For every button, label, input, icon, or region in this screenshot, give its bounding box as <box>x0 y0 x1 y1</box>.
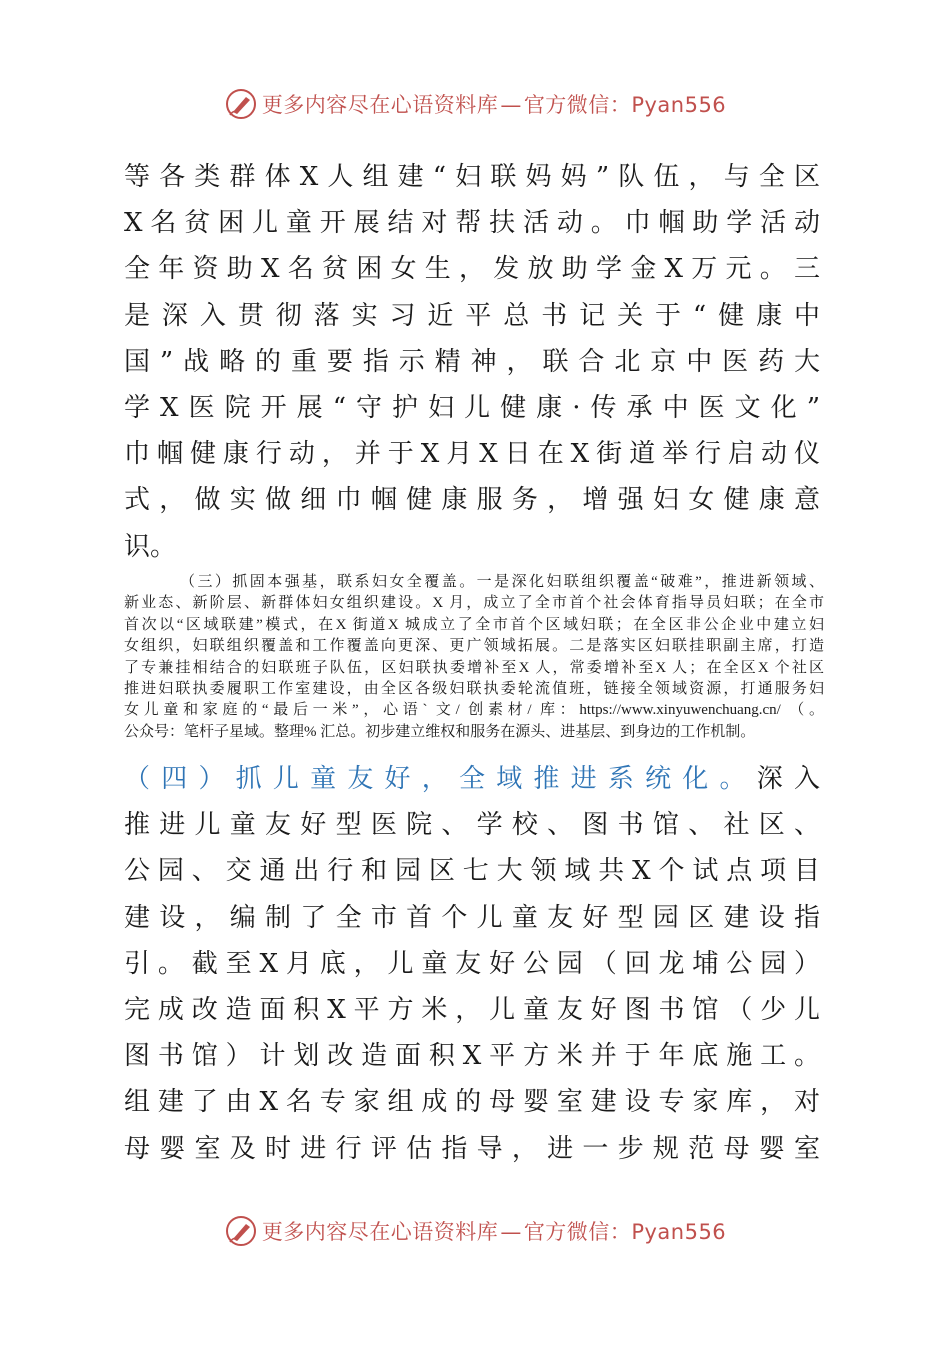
text-line: 国”战略的重要指示精神，联合北京中医药大 <box>124 346 820 377</box>
text-line: 全年资助X名贫困女生，发放助学金X万元。三 <box>124 254 820 285</box>
paragraph-small <box>124 572 824 743</box>
banner-text: 更多内容尽在心语资料库—官方微信：Pyan556 <box>261 93 727 117</box>
text-line: 完成改造面积X平方米，儿童友好图书馆（少儿 <box>124 994 820 1025</box>
paragraph-top <box>124 154 820 570</box>
text-line: 公园、交通出行和园区七大领域共X个试点项目 <box>124 856 820 887</box>
wechat-handle: Pyan556 <box>631 1220 727 1244</box>
text-line: X名贫困儿童开展结对帮扶活动。巾帼助学活动 <box>124 208 820 239</box>
text-line: 识。 <box>124 531 177 562</box>
text-line: 推进妇联执委履职工作室建设，由全区各级妇联执委轮流值班，链接全领域资源，打通服务妇 <box>124 680 824 697</box>
pen-circle-logo-icon <box>224 1214 258 1248</box>
text-line: （三）抓固本强基，联系妇女全覆盖。一是深化妇联组织覆盖“破难”，推进新领域、 <box>180 574 824 590</box>
text-line: （四）抓儿童友好，全域推进系统化。深入 <box>124 764 820 794</box>
text-line: 学X医院开展“守护妇儿健康·传承中医文化” <box>124 392 820 423</box>
wechat-handle: Pyan556 <box>631 93 727 117</box>
text-line: 式，做实做细巾帼健康服务，增强妇女健康意 <box>124 485 820 516</box>
text-line: 推进儿童友好型医院、学校、图书馆、社区、 <box>124 810 820 841</box>
text-line: 新业态、新阶层、新群体妇女组织建设。X 月，成立了全市首个社会体育指导员妇联；在全市 <box>124 595 824 612</box>
text-line: 巾帼健康行动，并于X月X日在X街道举行启动仪 <box>124 439 820 470</box>
text-line: 是深入贯彻落实习近平总书记关于“健康中 <box>124 300 820 331</box>
text-line: 女组织，妇联组织覆盖和工作覆盖向更深、更广领域拓展。二是落实区妇联挂职副主席，打造 <box>124 638 824 655</box>
paragraph-bottom <box>124 756 820 1172</box>
text-line: 图书馆）计划改造面积X平方米并于年底施工。 <box>124 1041 820 1072</box>
text-line: 建设，编制了全市首个儿童友好型园区建设指 <box>124 902 820 933</box>
pen-circle-logo-icon <box>224 87 258 121</box>
text-line: 了专兼挂相结合的妇联班子队伍，区妇联执委增补至X 人，常委增补至X 人；在全区X 个社区 <box>124 659 824 676</box>
text-line: 组建了由X名专家组成的母婴室建设专家库，对 <box>124 1087 820 1118</box>
text-line: 引。截至X月底，儿童友好公园（回龙埔公园） <box>124 948 820 979</box>
banner-text: 更多内容尽在心语资料库—官方微信：Pyan556 <box>261 1220 727 1244</box>
text-line: 公众号：笔杆子星域。整理% 汇总。初步建立维权和服务在源头、进基层、到身边的工作机制。 <box>124 723 756 740</box>
text-line: 女儿童和家庭的“最后一米”，心语` 文/ 创素材/ 库：https://www.xinyuwenchuang.cn/ （。 <box>124 702 824 719</box>
section-heading: （四）抓儿童友好，全域推进系统化。 <box>124 764 757 794</box>
text-line: 等各类群体X人组建“妇联妈妈”队伍，与全区 <box>124 162 820 192</box>
text-line: 母婴室及时进行评估指导，进一步规范母婴室 <box>124 1133 820 1164</box>
header-banner <box>0 84 950 124</box>
footer-banner <box>0 1211 950 1251</box>
text-line: 首次以“区域联建”模式，在X 街道X 城成立了全市首个区域妇联；在全区非公企业中建立妇 <box>124 616 824 633</box>
